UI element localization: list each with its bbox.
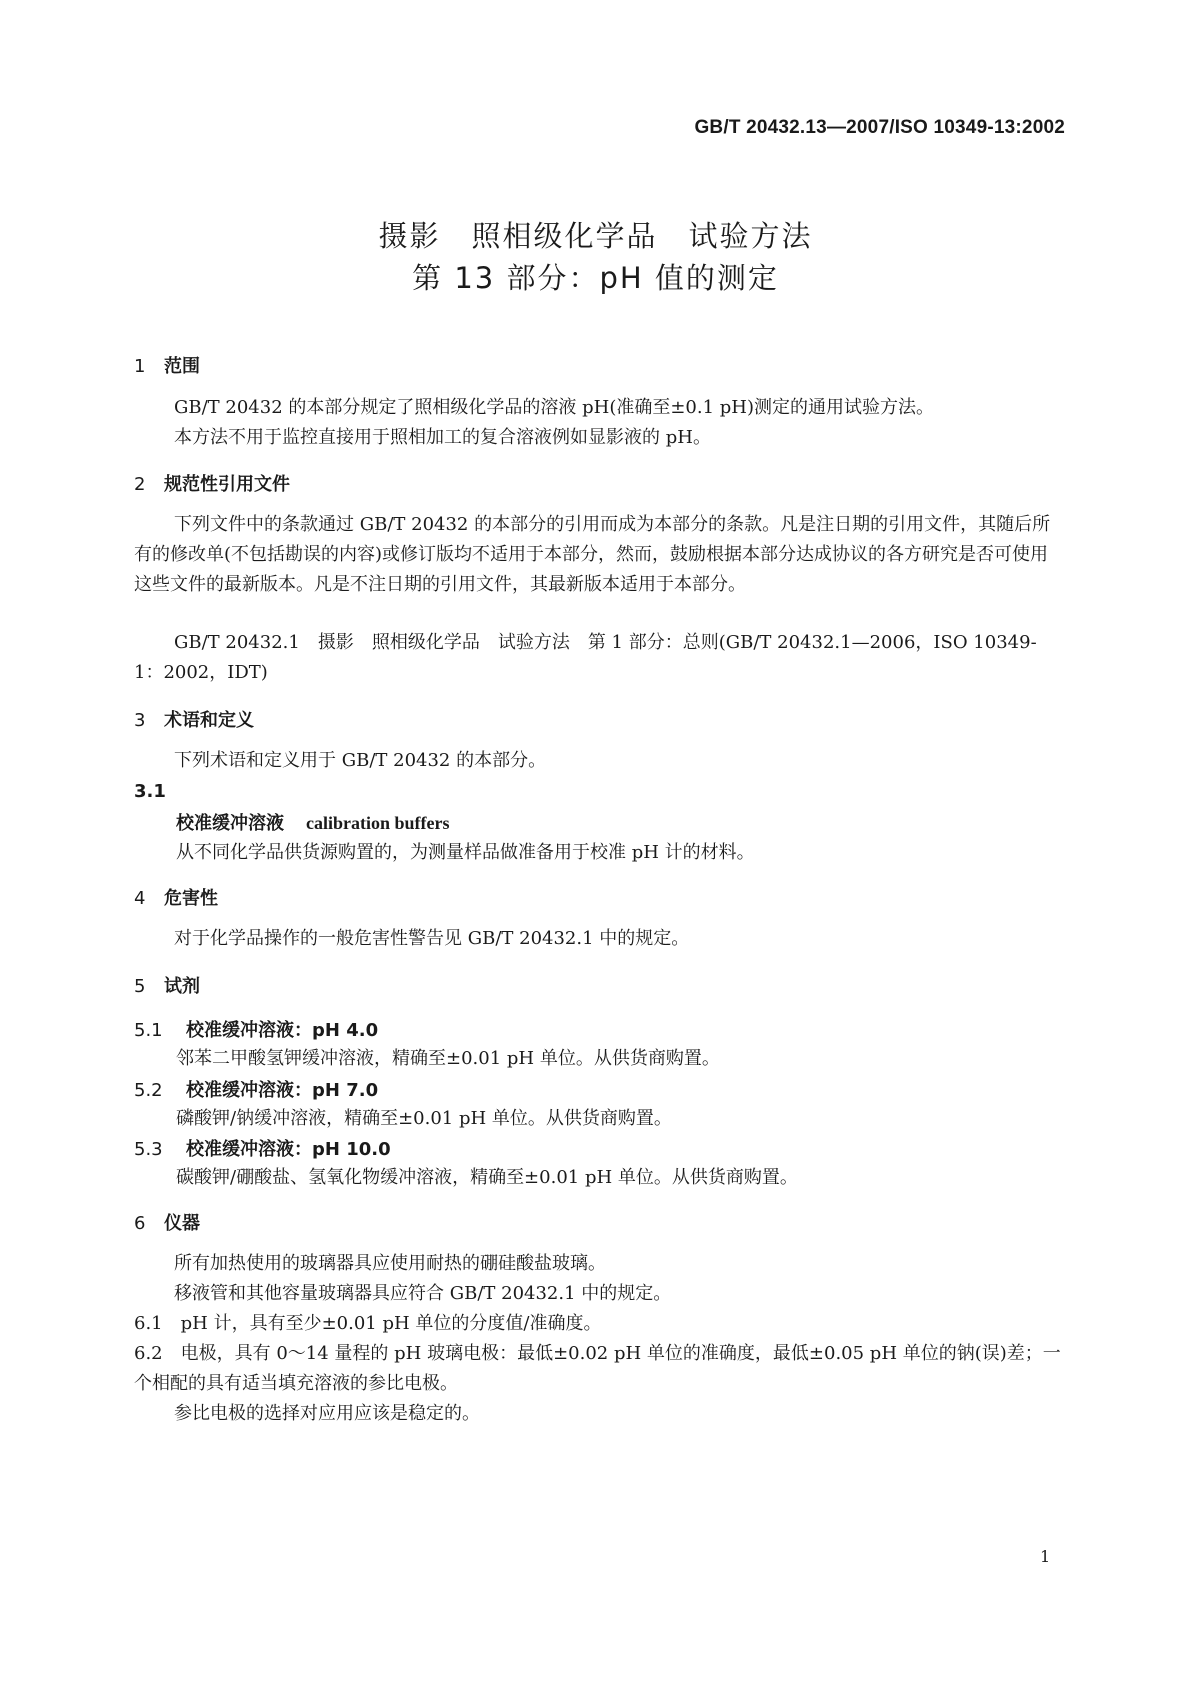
apparatus-item: 6.2 电极，具有 0～14 量程的 pH 玻璃电极：最低±0.02 pH 单位的准确度，最低±0.05 pH 单位的钠(误)差；一个相配的具有适当填充溶液的参比电极。 — [134, 1343, 1061, 1394]
paragraph: 所有加热使用的玻璃器具应使用耐热的硼硅酸盐玻璃。 — [174, 1253, 606, 1274]
reagent-title: 校准缓冲溶液：pH 7.0 — [186, 1080, 379, 1101]
section-number: 3 — [134, 710, 146, 731]
term-entry — [176, 809, 450, 835]
subsection-number: 3.1 — [134, 781, 166, 802]
section-title: 危害性 — [164, 888, 218, 909]
section-heading-1 — [134, 352, 200, 378]
apparatus-item: 6.1 pH 计，具有至少±0.01 pH 单位的分度值/准确度。 — [134, 1313, 602, 1334]
reagent-description: 磷酸钾/钠缓冲溶液，精确至±0.01 pH 单位。从供货商购置。 — [176, 1108, 672, 1129]
paragraph: 参比电极的选择对应用应该是稳定的。 — [174, 1403, 480, 1424]
reagent-number: 5.2 — [134, 1080, 163, 1101]
reagent-heading — [134, 1076, 378, 1102]
reagent-title: 校准缓冲溶液：pH 10.0 — [186, 1139, 391, 1160]
section-title: 试剂 — [164, 976, 200, 997]
page-number: 1 — [1040, 1547, 1051, 1566]
term-definition: 从不同化学品供货源购置的，为测量样品做准备用于校准 pH 计的材料。 — [176, 842, 755, 863]
section-title: 规范性引用文件 — [164, 474, 290, 495]
section-heading-4 — [134, 884, 218, 910]
paragraph: 下列文件中的条款通过 GB/T 20432 的本部分的引用而成为本部分的条款。凡是注日期的引用文件，其随后所有的修改单(不包括勘误的内容)或修订版均不适用于本部分，然而，鼓励根据本部分达成协议的各方研究是否可使用这些文件的最新版本。凡是不注日期的引用文件，其最新版本适用于本部分。 — [134, 514, 1051, 595]
reagent-number: 5.1 — [134, 1020, 163, 1041]
reagent-title: 校准缓冲溶液：pH 4.0 — [186, 1020, 379, 1041]
section-number: 4 — [134, 888, 146, 909]
paragraph: 移液管和其他容量玻璃器具应符合 GB/T 20432.1 中的规定。 — [174, 1283, 672, 1304]
document-subtitle: 第 13 部分：pH 值的测定 — [412, 261, 779, 295]
reagent-heading — [134, 1016, 378, 1042]
section-title: 术语和定义 — [164, 710, 254, 731]
paragraph: GB/T 20432 的本部分规定了照相级化学品的溶液 pH(准确至±0.1 pH)测定的通用试验方法。 — [174, 397, 935, 418]
document-title: 摄影 照相级化学品 试验方法 — [378, 219, 813, 253]
section-heading-2 — [134, 470, 290, 496]
section-title: 范围 — [164, 356, 200, 377]
section-title: 仪器 — [164, 1213, 200, 1234]
section-number: 2 — [134, 474, 146, 495]
reference-entry: GB/T 20432.1 摄影 照相级化学品 试验方法 第 1 部分：总则(GB/T 20432.1—2006，ISO 10349-1：2002，IDT) — [134, 632, 1037, 683]
paragraph: 对于化学品操作的一般危害性警告见 GB/T 20432.1 中的规定。 — [174, 928, 690, 949]
section-number: 6 — [134, 1213, 146, 1234]
term-chinese: 校准缓冲溶液 — [176, 813, 284, 834]
reagent-description: 碳酸钾/硼酸盐、氢氧化物缓冲溶液，精确至±0.01 pH 单位。从供货商购置。 — [176, 1167, 798, 1188]
section-heading-5 — [134, 972, 200, 998]
reagent-number: 5.3 — [134, 1139, 163, 1160]
section-number: 5 — [134, 976, 146, 997]
standard-code: GB/T 20432.13—2007/ISO 10349-13:2002 — [694, 117, 1065, 138]
paragraph: 本方法不用于监控直接用于照相加工的复合溶液例如显影液的 pH。 — [174, 427, 711, 448]
term-english: calibration buffers — [306, 813, 450, 833]
paragraph: 下列术语和定义用于 GB/T 20432 的本部分。 — [174, 750, 547, 771]
section-heading-6 — [134, 1209, 200, 1235]
reagent-description: 邻苯二甲酸氢钾缓冲溶液，精确至±0.01 pH 单位。从供货商购置。 — [176, 1048, 720, 1069]
section-number: 1 — [134, 356, 146, 377]
section-heading-3 — [134, 706, 254, 732]
reagent-heading — [134, 1135, 391, 1161]
